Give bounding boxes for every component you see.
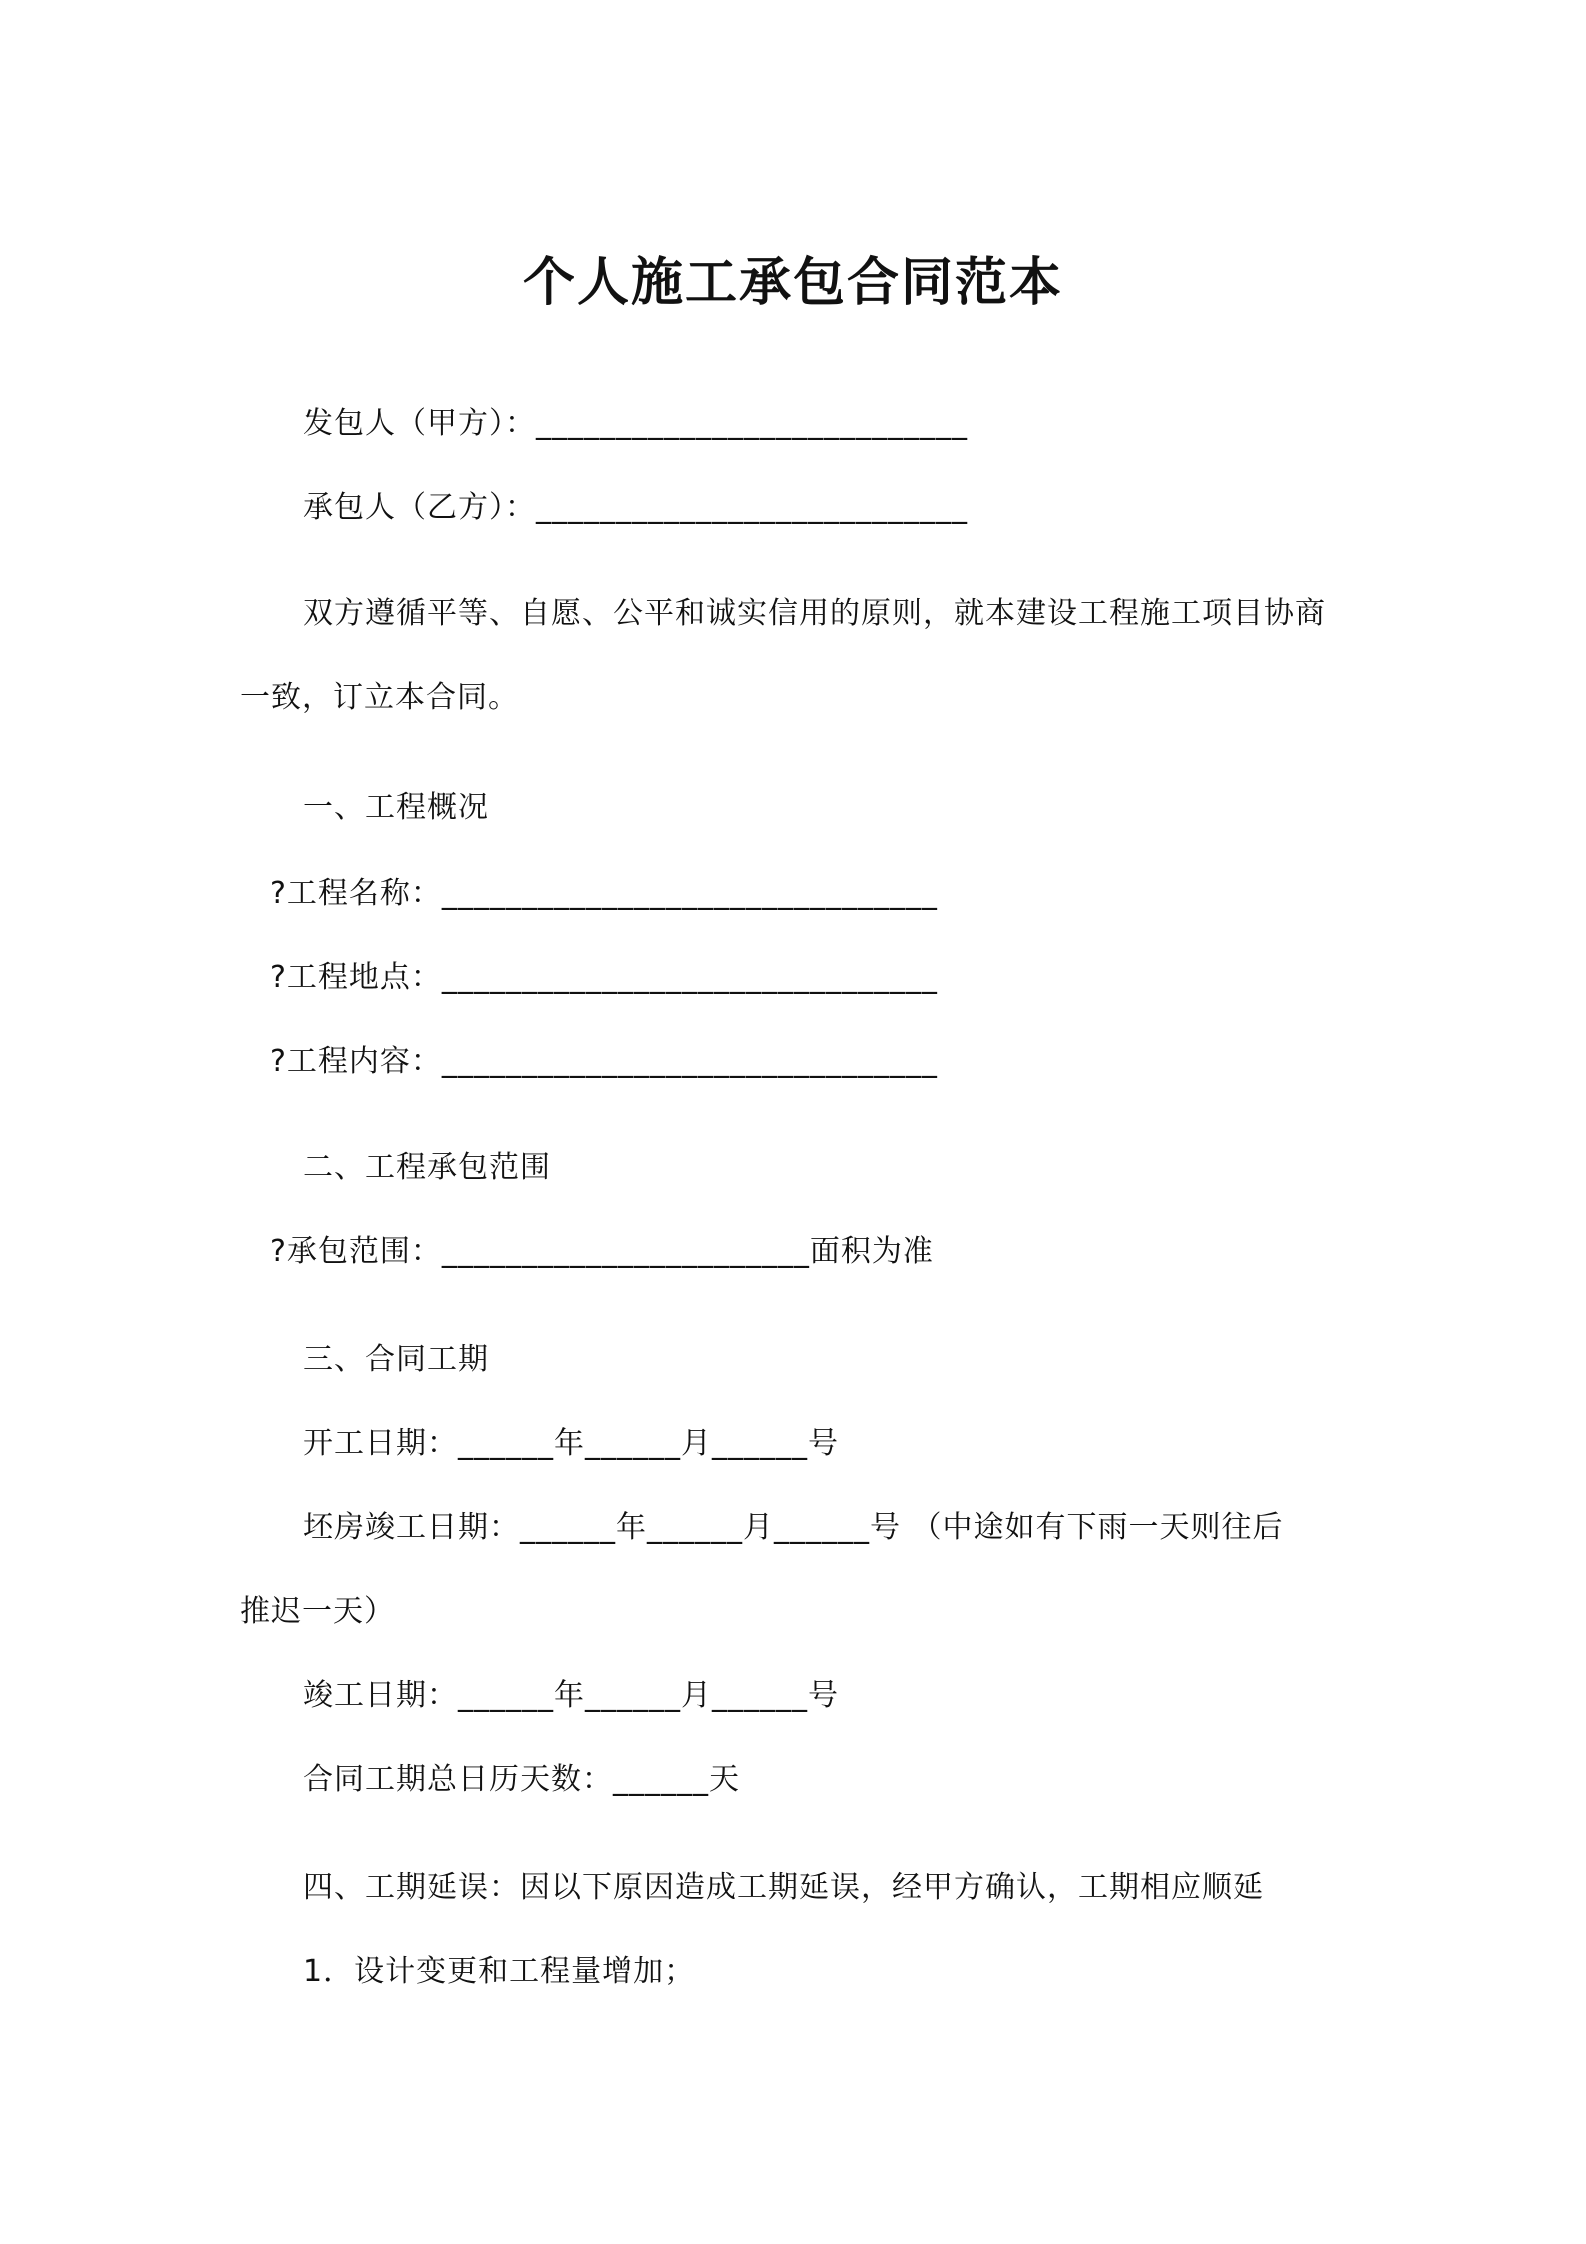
completion-date-line: 竣工日期：______年______月______号 bbox=[303, 1678, 839, 1713]
project-content-line: ?工程内容：_______________________________ bbox=[270, 1044, 938, 1079]
document-title: 个人施工承包合同范本 bbox=[522, 253, 1063, 313]
preamble-line-2: 一致，订立本合同。 bbox=[240, 680, 519, 715]
preamble-line-1: 双方遵循平等、自愿、公平和诚实信用的原则，就本建设工程施工项目协商 bbox=[303, 596, 1326, 631]
scope-line: ?承包范围：_______________________面积为准 bbox=[270, 1234, 934, 1269]
total-days-line: 合同工期总日历天数：______天 bbox=[303, 1762, 740, 1797]
project-location-line: ?工程地点：_______________________________ bbox=[270, 960, 938, 995]
party-a-line: 发包人（甲方）：___________________________ bbox=[303, 406, 968, 441]
section-4-heading: 四、工期延误：因以下原因造成工期延误，经甲方确认，工期相应顺延 bbox=[303, 1870, 1264, 1905]
section-1-heading: 一、工程概况 bbox=[303, 790, 489, 825]
project-name-line: ?工程名称：_______________________________ bbox=[270, 876, 938, 911]
section-2-heading: 二、工程承包范围 bbox=[303, 1150, 551, 1185]
shell-completion-line-1: 坯房竣工日期：______年______月______号 （中途如有下雨一天则往后 bbox=[303, 1510, 1284, 1545]
list-item-1: 1．设计变更和工程量增加； bbox=[303, 1954, 696, 1989]
shell-completion-line-2: 推迟一天） bbox=[240, 1594, 395, 1629]
party-b-line: 承包人（乙方）：___________________________ bbox=[303, 490, 968, 525]
start-date-line: 开工日期：______年______月______号 bbox=[303, 1426, 839, 1461]
section-3-heading: 三、合同工期 bbox=[303, 1342, 489, 1377]
